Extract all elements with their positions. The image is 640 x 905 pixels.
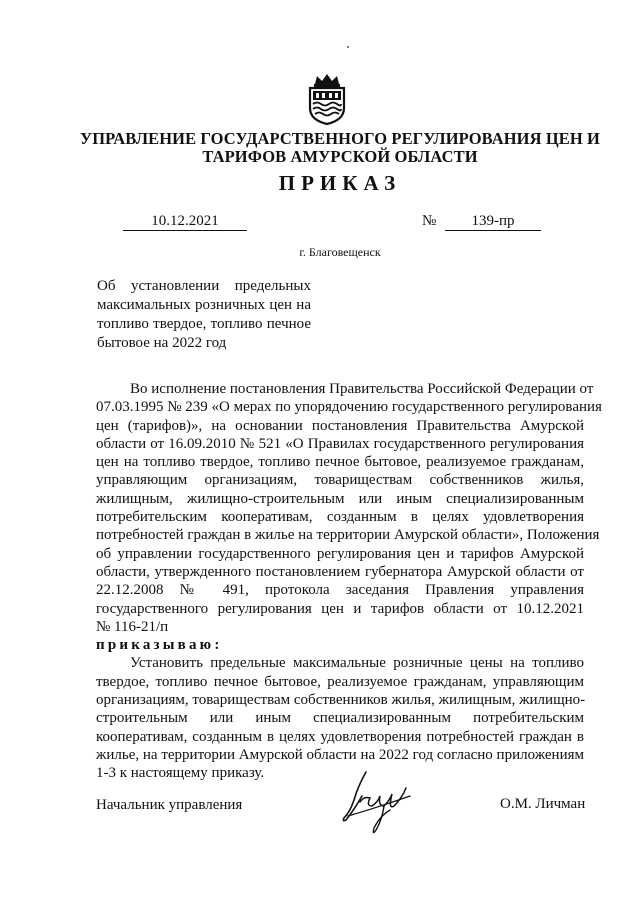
body-line: об управлении государственного регулирования цен и тарифов Амурской bbox=[96, 545, 584, 562]
city: г. Благовещенск bbox=[299, 245, 381, 259]
body-line: жилищным, жилищно-строительным или иным специализированным bbox=[96, 490, 584, 507]
body-line: области, утвержденного постановлением губернатора Амурской области от bbox=[96, 563, 584, 580]
body-line: государственного регулирования цен и тарифов области от 10.12.2021 bbox=[96, 600, 584, 617]
body-line: области от 16.09.2010 № 521 «О Правилах государственного регулирования bbox=[96, 435, 584, 452]
document-subject bbox=[97, 277, 311, 353]
organization-name-line1: УПРАВЛЕНИЕ ГОСУДАРСТВЕННОГО РЕГУЛИРОВАНИЯ ЦЕН И bbox=[80, 129, 600, 148]
subject-line: Об установлении предельных bbox=[97, 278, 311, 294]
body-line: цен на топливо твердое, топливо печное бытовое, реализуемое гражданам, bbox=[96, 454, 584, 471]
order-word: приказываю: bbox=[96, 637, 223, 654]
document-type: ПРИКАЗ bbox=[278, 171, 402, 195]
order-line: организациям, товариществам собственников жилья, жилищным, жилищно- bbox=[96, 692, 586, 709]
body-line: потребностей граждан в жилье на территории Амурской области», Положения bbox=[96, 527, 600, 544]
order-line: Установить предельные максимальные розничные цены на топливо bbox=[130, 655, 584, 672]
body-line: № 116-21/п bbox=[96, 618, 169, 635]
order-line: 1-3 к настоящему приказу. bbox=[96, 765, 265, 782]
organization-name-line2: ТАРИФОВ АМУРСКОЙ ОБЛАСТИ bbox=[202, 147, 478, 166]
order-line: кооперативам, созданным в целях удовлетворения потребностей граждан в bbox=[96, 728, 584, 745]
handwritten-signature bbox=[336, 766, 414, 838]
subject-line: максимальных розничных цен на bbox=[97, 297, 311, 313]
order-line: строительным или иным специализированным потребительским bbox=[96, 710, 584, 727]
body-line: Во исполнение постановления Правительства Российской Федерации от bbox=[130, 381, 594, 397]
body-line: цен (тарифов)», на основании постановления Правительства Амурской bbox=[96, 417, 584, 434]
scan-dot bbox=[347, 46, 349, 48]
body-line: управляющим организациям, товариществам собственников жилья, bbox=[96, 472, 584, 489]
number-sign: № bbox=[422, 213, 437, 229]
body-line: 07.03.1995 № 239 «О мерах по упорядочению государственного регулирования bbox=[96, 399, 602, 416]
document-number: 139-пр bbox=[445, 213, 541, 231]
body-line: 22.12.2008 № 491, протокола заседания Правления управления bbox=[96, 582, 584, 599]
order-line: жилье, на территории Амурской области на 2022 год согласно приложениям bbox=[96, 746, 584, 763]
signer-title: Начальник управления bbox=[96, 797, 243, 813]
body-line: потребительским кооперативам, созданным в целях удовлетворения bbox=[96, 509, 584, 526]
document-date: 10.12.2021 bbox=[123, 213, 247, 231]
signer-name: О.М. Личман bbox=[500, 796, 586, 812]
order-line: твердое, топливо печное бытовое, реализуемое гражданам, управляющим bbox=[96, 673, 584, 690]
subject-line: топливо твердое, топливо печное bbox=[97, 316, 311, 332]
coat-of-arms-icon bbox=[305, 72, 349, 126]
document-body bbox=[96, 380, 602, 783]
subject-line: бытовое на 2022 год bbox=[97, 335, 227, 351]
